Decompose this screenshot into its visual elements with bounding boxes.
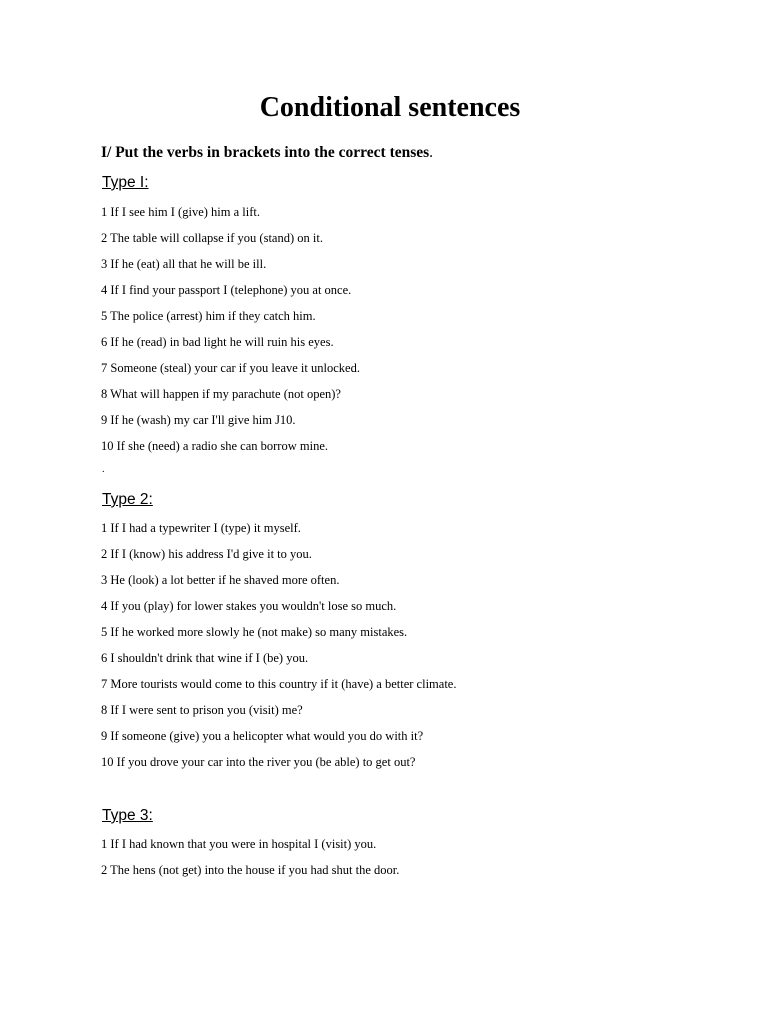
- exercise-item: 4 If you (play) for lower stakes you wouldn't lose so much.: [101, 599, 397, 613]
- instruction-period: .: [429, 144, 434, 161]
- exercise-item: 5 The police (arrest) him if they catch him.: [101, 309, 316, 323]
- page-title: Conditional sentences: [259, 92, 521, 123]
- exercise-item: 3 If he (eat) all that he will be ill.: [101, 257, 267, 271]
- exercise-item: 7 Someone (steal) your car if you leave it unlocked.: [101, 361, 360, 375]
- exercise-item: 6 I shouldn't drink that wine if I (be) you.: [101, 651, 309, 665]
- instruction-label: I/ Put the verbs in brackets into the correct tenses: [101, 144, 430, 161]
- exercise-item: 6 If he (read) in bad light he will ruin his eyes.: [101, 335, 334, 349]
- instruction-text: [101, 143, 433, 163]
- stray-mark: .: [102, 464, 105, 475]
- exercise-item: 1 If I see him I (give) him a lift.: [101, 205, 260, 219]
- exercise-item: 5 If he worked more slowly he (not make) so many mistakes.: [101, 625, 408, 639]
- section-heading-type-1: Type I:: [102, 174, 149, 191]
- exercise-item: 1 If I had known that you were in hospital I (visit) you.: [101, 837, 377, 851]
- exercise-item: 4 If I find your passport I (telephone) you at once.: [101, 283, 352, 297]
- exercise-item: 9 If someone (give) you a helicopter what would you do with it?: [101, 729, 424, 743]
- exercise-item: 10 If you drove your car into the river you (be able) to get out?: [101, 755, 416, 769]
- exercise-item: 1 If I had a typewriter I (type) it myself.: [101, 521, 301, 535]
- exercise-item: 2 If I (know) his address I'd give it to you.: [101, 547, 312, 561]
- section-heading-type-3: Type 3:: [102, 807, 153, 824]
- exercise-item: 3 He (look) a lot better if he shaved more often.: [101, 573, 340, 587]
- exercise-item: 9 If he (wash) my car I'll give him J10.: [101, 413, 296, 427]
- exercise-item: 2 The hens (not get) into the house if you had shut the door.: [101, 863, 400, 877]
- exercise-item: 8 If I were sent to prison you (visit) me?: [101, 703, 303, 717]
- exercise-item: 10 If she (need) a radio she can borrow mine.: [101, 439, 328, 453]
- exercise-item: 7 More tourists would come to this country if it (have) a better climate.: [101, 677, 457, 691]
- exercise-item: 8 What will happen if my parachute (not open)?: [101, 387, 341, 401]
- section-heading-type-2: Type 2:: [102, 491, 153, 508]
- exercise-item: 2 The table will collapse if you (stand) on it.: [101, 231, 323, 245]
